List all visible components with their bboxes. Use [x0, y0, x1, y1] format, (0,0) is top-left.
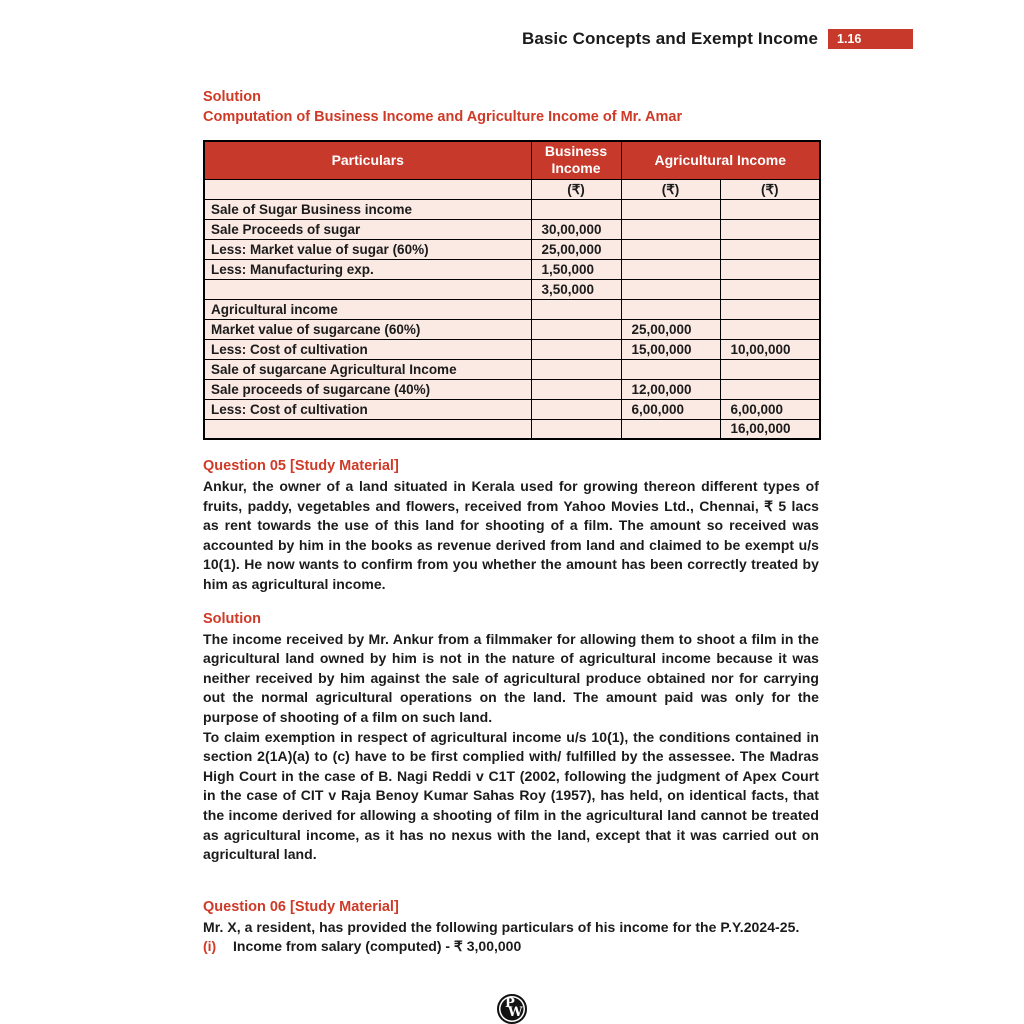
table-cell: Less: Cost of cultivation — [204, 339, 531, 359]
table-cell: 1,50,000 — [531, 259, 621, 279]
table-cell: 25,00,000 — [621, 319, 720, 339]
table-cell: 3,50,000 — [531, 279, 621, 299]
table-cell — [720, 379, 820, 399]
question-06-intro: Mr. X, a resident, has provided the following particulars of his income for the P.Y.2024-25. — [203, 918, 800, 935]
table-cell — [720, 219, 820, 239]
table-cell: 6,00,000 — [720, 399, 820, 419]
page-header — [522, 29, 913, 49]
table-row — [204, 199, 820, 219]
table-cell: Sale of sugarcane Agricultural Income — [204, 359, 531, 379]
table-row — [204, 359, 820, 379]
table-row — [204, 339, 820, 359]
table-cell — [621, 199, 720, 219]
col-header-particulars: Particulars — [204, 141, 531, 179]
table-cell — [621, 239, 720, 259]
page-title: Basic Concepts and Exempt Income — [521, 29, 818, 48]
document-body — [203, 88, 819, 957]
table-cell — [720, 259, 820, 279]
table-row — [204, 319, 820, 339]
table-row — [204, 279, 820, 299]
table-cell — [621, 359, 720, 379]
table-cell: 12,00,000 — [621, 379, 720, 399]
table-cell: 30,00,000 — [531, 219, 621, 239]
table-cell — [531, 339, 621, 359]
table-cell: Less: Market value of sugar (60%) — [204, 239, 531, 259]
table-cell: Sale of Sugar Business income — [204, 199, 531, 219]
table-header-row — [204, 141, 820, 179]
table-cell: 10,00,000 — [720, 339, 820, 359]
table-row — [204, 239, 820, 259]
table-cell: (₹) — [720, 179, 820, 199]
table-cell — [531, 319, 621, 339]
table-cell — [720, 239, 820, 259]
table-row — [204, 379, 820, 399]
pw-logo — [497, 994, 527, 1024]
table-cell — [621, 259, 720, 279]
table-cell — [531, 199, 621, 219]
table-cell — [204, 419, 531, 439]
table-cell — [531, 379, 621, 399]
solution-heading: Solution — [203, 89, 261, 105]
table-cell — [621, 299, 720, 319]
table-cell — [204, 279, 531, 299]
table-cell: (₹) — [621, 179, 720, 199]
table-cell: Market value of sugarcane (60%) — [204, 319, 531, 339]
page-number-badge: 1.16 — [828, 29, 913, 49]
table-cell: 15,00,000 — [621, 339, 720, 359]
pw-logo-letter-w: W — [508, 1005, 523, 1020]
solution-05-para2: To claim exemption in respect of agricultural income u/s 10(1), the conditions contained in section 2(1A)(a) to (c) have to be first complied with/ fulfilled by the assessee. The Madras High Court in the case of B. Nagi Reddi v C1T (2002, following the judgment of Apex Court in the case of CIT v Raja Benoy Kumar Sahas Roy (1957), has held, on identical facts, that the income derived for allowing a shooting of film in the agricultural land cannot be treated as agricultural income, as it has no nexus with the land, except that it was carried out on agricultural land. — [203, 728, 819, 863]
table-row — [204, 419, 820, 439]
table-cell: 25,00,000 — [531, 239, 621, 259]
question-05-heading: Question 05 [Study Material] — [203, 458, 399, 474]
table-cell: Sale Proceeds of sugar — [204, 219, 531, 239]
computation-table — [203, 140, 821, 440]
table-cell: Less: Cost of cultivation — [204, 399, 531, 419]
table-cell: 16,00,000 — [720, 419, 820, 439]
solution-05-heading: Solution — [203, 610, 261, 627]
table-cell — [720, 319, 820, 339]
table-cell — [621, 219, 720, 239]
question-05-body: Ankur, the owner of a land situated in Kerala used for growing thereon different types of fruits, paddy, vegetables and flowers, received from Yahoo Movies Ltd., Chennai, ₹ 5 lacs as rent towards the use of this land for shooting of a film. The amount so received was accounted by him in the books as revenue derived from land and claimed to be exempt u/s 10(1). He now wants to confirm from you whether the amount has been correctly treated by him as agricultural income. — [203, 478, 819, 592]
col-header-agricultural-income: Agricultural Income — [621, 141, 820, 179]
table-cell — [720, 279, 820, 299]
table-cell — [204, 179, 531, 199]
col-header-business-income: Business Income — [531, 141, 621, 179]
table-cell: Sale proceeds of sugarcane (40%) — [204, 379, 531, 399]
table-cell — [720, 199, 820, 219]
table-row — [204, 219, 820, 239]
solution-05-para1: The income received by Mr. Ankur from a filmmaker for allowing them to shoot a film in the agricultural land owned by him is not in the nature of agricultural income because it was neither received by him against the sale of agricultural produce obtained nor for carrying out the normal agricultural operations on the land. The amount paid was only for the purpose of shooting of a film on such land. — [203, 630, 819, 725]
table-cell — [720, 359, 820, 379]
question-06-heading: Question 06 [Study Material] — [203, 898, 399, 915]
question-06-item-i — [203, 937, 819, 957]
table-cell — [531, 399, 621, 419]
table-cell: Less: Manufacturing exp. — [204, 259, 531, 279]
pw-logo-letter-p: P — [505, 996, 515, 1011]
computation-subheading: Computation of Business Income and Agriculture Income of Mr. Amar — [203, 109, 683, 125]
table-cell: Agricultural income — [204, 299, 531, 319]
table-cell: 6,00,000 — [621, 399, 720, 419]
table-cell — [531, 299, 621, 319]
item-marker: (i) — [203, 938, 217, 955]
table-cell — [621, 419, 720, 439]
currency-row — [204, 179, 820, 199]
table-row — [204, 299, 820, 319]
table-cell — [531, 419, 621, 439]
table-row — [204, 259, 820, 279]
table-cell — [720, 299, 820, 319]
table-row — [204, 399, 820, 419]
item-text: Income from salary (computed) - ₹ 3,00,000 — [233, 938, 522, 955]
table-cell — [531, 359, 621, 379]
table-cell — [621, 279, 720, 299]
table-cell: (₹) — [531, 179, 621, 199]
